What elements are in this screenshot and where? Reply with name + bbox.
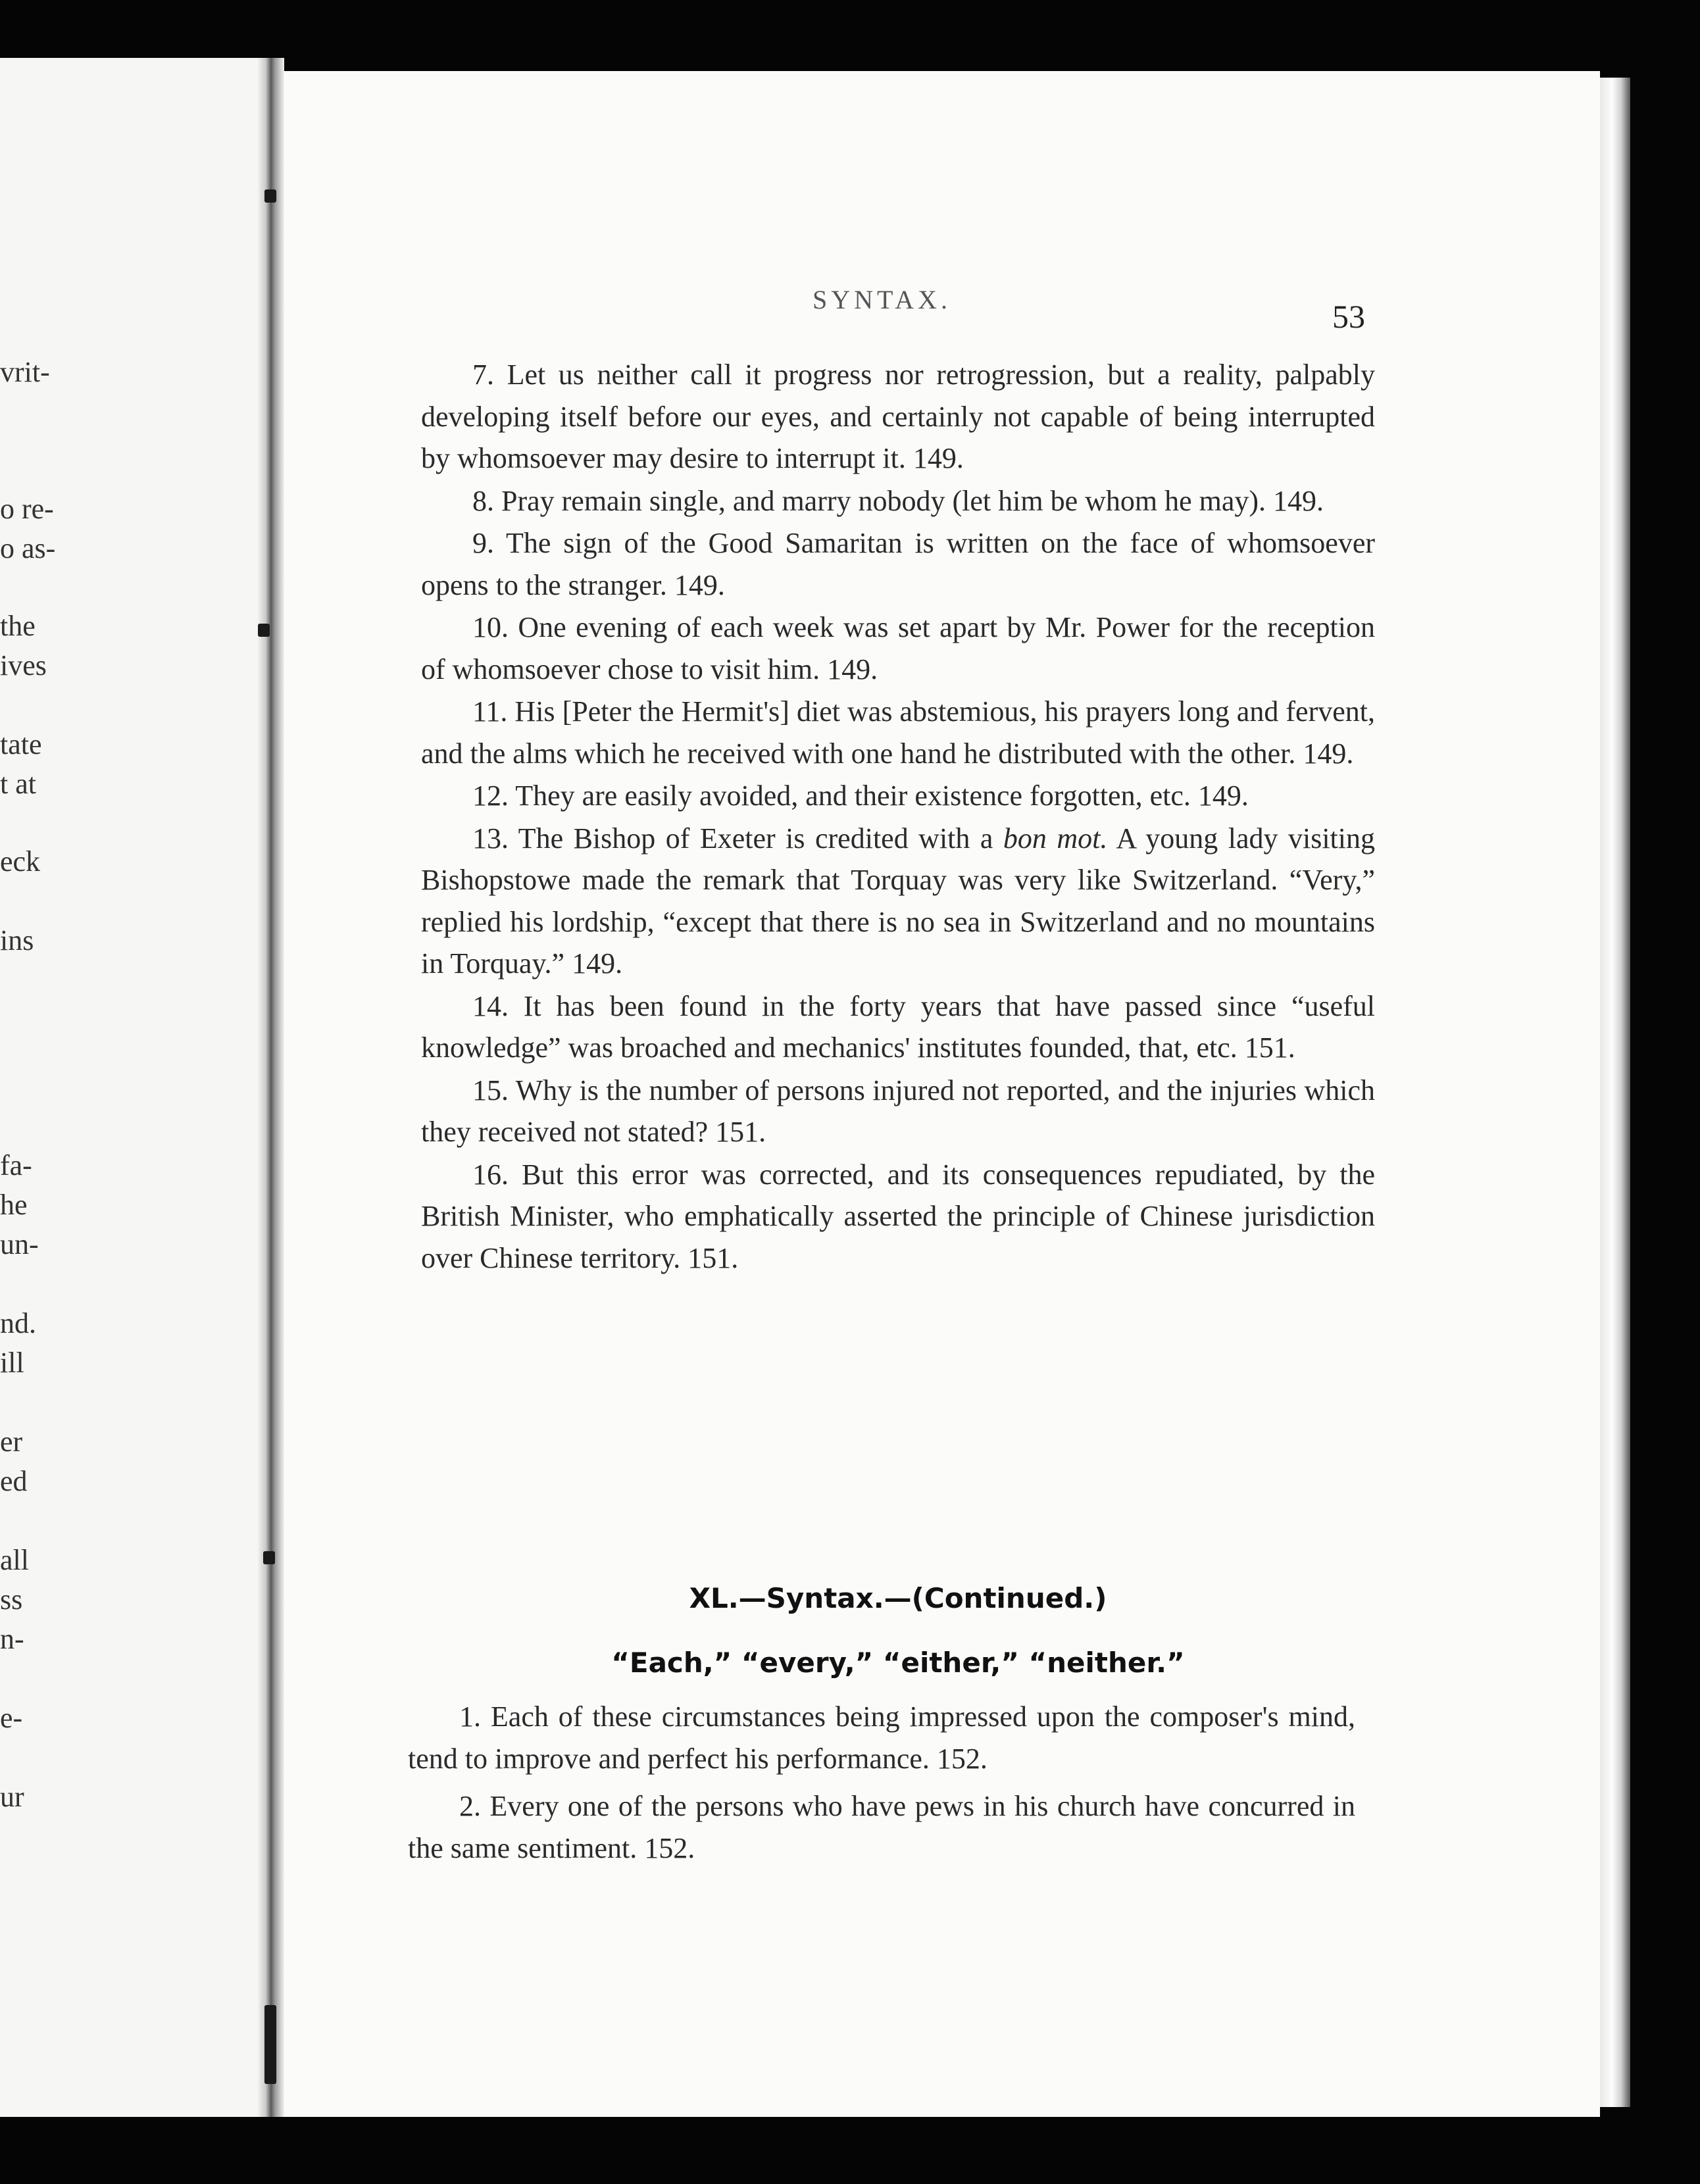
left-page-fragment: vrit-: [0, 356, 50, 388]
left-page-fragment: n-: [0, 1623, 24, 1655]
paragraph: 12. They are easily avoided, and their existence forgotten, etc. 149.: [472, 780, 1249, 812]
paragraph: 11. His [Peter the Hermit's] diet was abstemious, his prayers long and fervent, and the alms which he received with one hand he distributed with the other. 149.: [421, 695, 1375, 770]
paragraph: 15. Why is the number of persons injured not reported, and the injuries which they received not stated? 151.: [421, 1074, 1375, 1148]
left-page-fragment: ss: [0, 1583, 23, 1616]
left-page-fragment: o as-: [0, 532, 56, 564]
left-page-fragment: he: [0, 1189, 28, 1221]
paragraph: 14. It has been found in the forty years that have passed since “useful knowledge” was broached and mechanics' institutes founded, that, etc. 151.: [421, 989, 1375, 1064]
italic-phrase: bon mot.: [1003, 822, 1108, 855]
scan-background: [0, 2117, 1700, 2184]
section-body-text: [408, 1696, 1355, 1875]
left-page-fragment: the: [0, 610, 36, 642]
left-page-fragment: tate: [0, 728, 42, 760]
left-page-strip: [0, 58, 258, 2117]
book-spine: [258, 58, 284, 2117]
left-page-fragment: ins: [0, 924, 34, 956]
paragraph: 16. But this error was corrected, and its consequences repudiated, by the British Minister, who emphatically asserted the principle of Chinese jurisdiction over Chinese territory. 151.: [421, 1158, 1375, 1274]
paragraph: 9. The sign of the Good Samaritan is written on the face of whomsoever opens to the stranger. 149.: [421, 527, 1375, 601]
left-page-fragment: ur: [0, 1781, 24, 1813]
left-page-fragment: t at: [0, 768, 36, 800]
paragraph: 1. Each of these circumstances being impressed upon the composer's mind, tend to improve and perfect his performance. 152.: [408, 1700, 1355, 1775]
binding-thread-mark: [263, 1551, 275, 1564]
binding-thread-mark: [264, 189, 276, 203]
page-edge: [1600, 78, 1630, 2107]
running-head: SYNTAX.: [813, 285, 952, 314]
left-page-fragment: fa-: [0, 1149, 32, 1181]
paragraph-13: [421, 818, 1375, 985]
left-page-fragment: er: [0, 1426, 23, 1458]
binding-thread-mark: [258, 624, 270, 637]
left-page-fragment: un-: [0, 1228, 39, 1260]
paragraph: 7. Let us neither call it progress nor retrogression, but a reality, palpably developing itself before our eyes, and certainly not capable of being interrupted by whomsoever may desire to interrupt it. 149.: [421, 359, 1375, 474]
paragraph: 2. Every one of the persons who have pews in his church have concurred in the same sentiment. 152.: [408, 1790, 1355, 1864]
section-heading: XL.—Syntax.—(Continued.): [689, 1582, 1107, 1614]
paragraph-13-start: 13. The Bishop of Exeter is credited with a: [472, 822, 1003, 855]
left-page-fragment: eck: [0, 845, 41, 878]
paragraph: 8. Pray remain single, and marry nobody (let him be whom he may). 149.: [472, 484, 1324, 517]
left-page-fragment: o re-: [0, 493, 54, 525]
left-page-fragment: ill: [0, 1347, 24, 1379]
left-page-fragment: e-: [0, 1702, 23, 1734]
paragraph-13-end: A young lady visiting Bishopstowe made the remark that Torquay was very like Switzerland. “Very,” replied his lordship, “except that there is no sea in Switzerland and no mountains in Torquay.” 149.: [421, 822, 1376, 980]
left-page-fragment: all: [0, 1544, 29, 1576]
section-subheading: “Each,” “every,” “either,” “neither.”: [611, 1647, 1185, 1679]
binding-thread-mark: [264, 2005, 276, 2084]
left-page-fragment: ed: [0, 1465, 28, 1497]
left-page-fragment: ives: [0, 649, 47, 682]
left-page-fragment: nd.: [0, 1307, 36, 1339]
page-number: 53: [1332, 298, 1365, 335]
paragraph: 10. One evening of each week was set apart by Mr. Power for the reception of whomsoever chose to visit him. 149.: [421, 611, 1375, 685]
body-text: [421, 354, 1375, 1279]
